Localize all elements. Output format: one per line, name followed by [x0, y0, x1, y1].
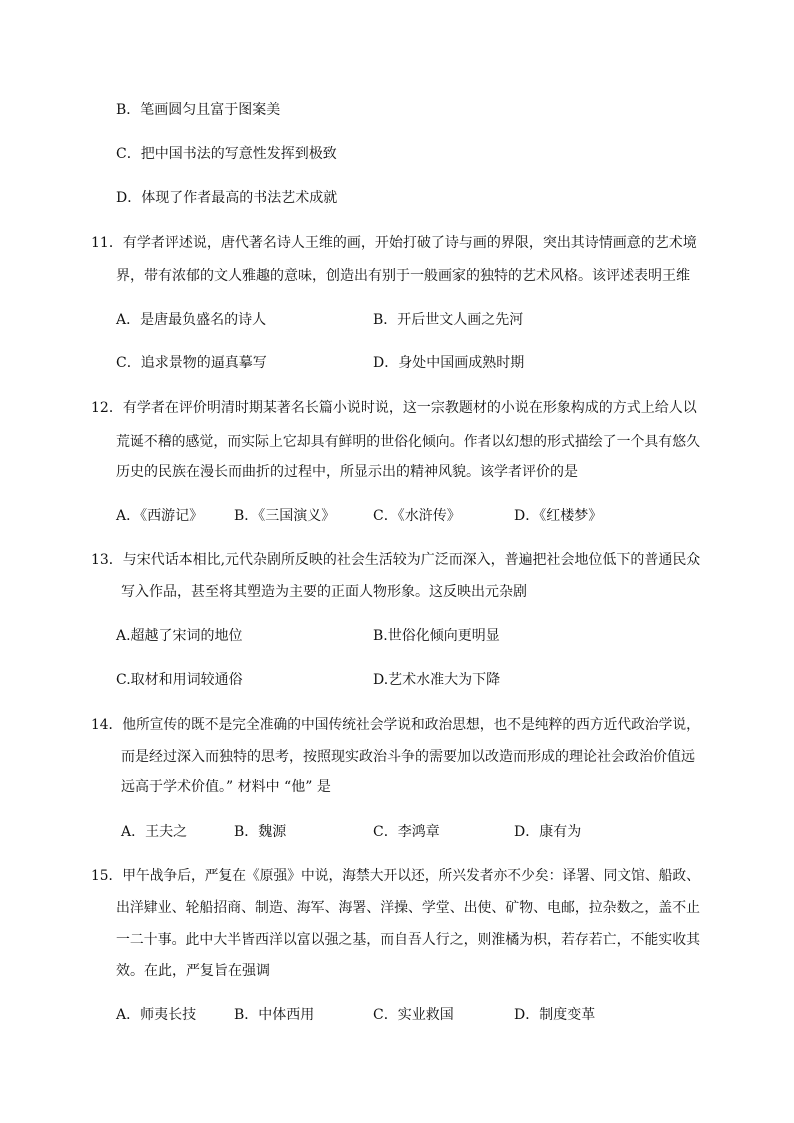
q10-option-b: B．笔画圆匀且富于图案美 [116, 102, 281, 118]
q12-stem-line-3: 历史的民族在漫长而曲折的过程中，所显示出的精神风貌。该学者评价的是 [116, 464, 578, 480]
q10-option-c: C．把中国书法的写意性发挥到极致 [116, 146, 337, 162]
q15-option-c: C．实业救国 [373, 1007, 454, 1023]
q13-option-d: D.艺术水准大为下降 [373, 672, 501, 688]
q13-stem-line-2: 写入作品，甚至将其塑造为主要的正面人物形象。这反映出元杂剧 [121, 584, 527, 600]
q15-option-d: D．制度变革 [514, 1007, 596, 1023]
q11-option-d: D．身处中国画成熟时期 [373, 355, 525, 371]
q14-option-c: C．李鸿章 [373, 824, 440, 840]
q14-stem-line-1: 14．他所宣传的既不是完全准确的中国传统社会学说和政治思想，也不是纯粹的西方近代政治学说， [91, 717, 700, 733]
q15-stem-line-1: 15．甲午战争后，严复在《原强》中说，海禁大开以还，所兴发者亦不少矣：译署、同文馆、船政、 [91, 868, 700, 884]
q12-option-b: B．《三国演义》 [234, 508, 336, 524]
q12-option-d: D．《红楼梦》 [514, 508, 603, 524]
q15-option-b: B．中体西用 [234, 1007, 315, 1023]
q13-option-c: C.取材和用词较通俗 [116, 672, 243, 688]
q11-stem-line-1: 11．有学者评述说，唐代著名诗人王维的画，开始打破了诗与画的界限，突出其诗情画意的艺术境 [91, 235, 697, 251]
q14-option-a: A．王夫之 [121, 824, 188, 840]
q13-option-a: A.超越了宋词的地位 [116, 628, 243, 644]
q13-stem-line-1: 13．与宋代话本相比,元代杂剧所反映的社会生活较为广泛而深入，普遍把社会地位低下的普通民众 [91, 552, 701, 568]
q12-option-c: C．《水浒传》 [373, 508, 461, 524]
q13-option-b: B.世俗化倾向更明显 [373, 628, 500, 644]
q14-stem-line-3: 远高于学术价值。” 材料中 “他” 是 [121, 779, 331, 795]
q11-option-a: A．是唐最负盛名的诗人 [116, 312, 267, 328]
q14-stem-line-2: 而是经过深入而独特的思考，按照现实政治斗争的需要加以改造而形成的理论社会政治价值远 [121, 749, 695, 765]
q12-stem-line-1: 12．有学者在评价明清时期某著名长篇小说时说，这一宗教题材的小说在形象构成的方式上给人以 [91, 400, 697, 416]
q15-stem-line-2: 出洋肄业、轮船招商、制造、海军、海署、洋操、学堂、出使、矿物、电邮，拉杂数之，盖不止 [116, 900, 701, 916]
q11-option-b: B．开后世文人画之先河 [373, 312, 524, 328]
q10-option-d: D．体现了作者最高的书法艺术成就 [116, 190, 338, 206]
q11-stem-line-2: 界，带有浓郁的文人雅趣的意味，创造出有别于一般画家的独特的艺术风格。该评述表明王维 [116, 268, 690, 284]
q14-option-d: D．康有为 [514, 824, 582, 840]
q15-stem-line-4: 效。在此，严复旨在强调 [116, 963, 270, 979]
q11-option-c: C．追求景物的逼真摹写 [116, 355, 267, 371]
q14-option-b: B．魏源 [234, 824, 287, 840]
q15-stem-line-3: 一二十事。此中大半皆西洋以富以强之基，而自吾人行之，则淮橘为枳，若存若亡，不能实收其 [116, 932, 701, 948]
q15-option-a: A．师夷长技 [116, 1007, 197, 1023]
q12-option-a: A．《西游记》 [116, 508, 204, 524]
q12-stem-line-2: 荒诞不稽的感觉，而实际上它却具有鲜明的世俗化倾向。作者以幻想的形式描绘了一个具有悠久 [116, 434, 701, 450]
